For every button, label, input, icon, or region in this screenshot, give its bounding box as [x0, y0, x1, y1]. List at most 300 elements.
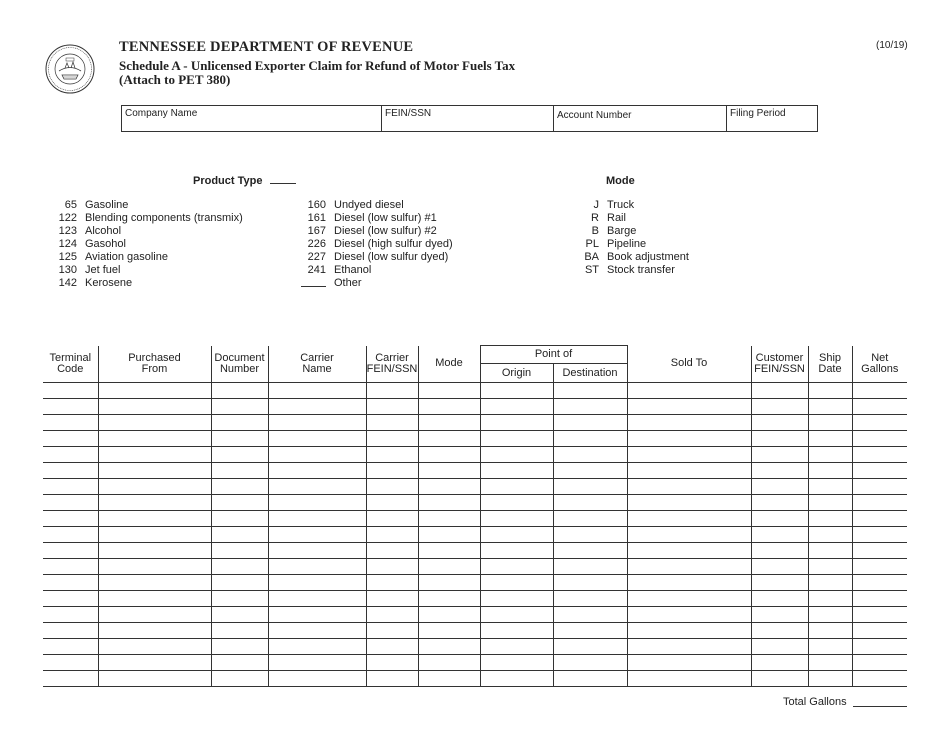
- table-cell[interactable]: [268, 479, 366, 495]
- table-header-row: [43, 346, 907, 364]
- mode-name: Barge: [607, 225, 637, 237]
- table-cell[interactable]: [480, 447, 553, 463]
- table-cell[interactable]: [852, 511, 907, 527]
- product-item: [301, 264, 453, 277]
- table-cell[interactable]: [751, 415, 808, 431]
- table-cell[interactable]: [627, 623, 751, 639]
- table-cell[interactable]: [751, 447, 808, 463]
- table-cell[interactable]: [211, 447, 268, 463]
- table-cell[interactable]: [480, 415, 553, 431]
- table-cell[interactable]: [211, 399, 268, 415]
- table-cell[interactable]: [98, 479, 211, 495]
- table-cell[interactable]: [418, 447, 480, 463]
- table-cell[interactable]: [211, 495, 268, 511]
- table-cell[interactable]: [808, 575, 852, 591]
- mode-code: PL: [585, 238, 599, 250]
- table-cell[interactable]: [852, 527, 907, 543]
- mode-name: Pipeline: [607, 238, 647, 250]
- account-number-label: Account Number: [557, 110, 632, 121]
- table-cell[interactable]: [480, 543, 553, 559]
- col-carrier-fein: Carrier FEIN/SSN: [366, 346, 418, 383]
- table-cell[interactable]: [751, 431, 808, 447]
- table-cell[interactable]: [43, 639, 98, 655]
- product-type-list-2: [301, 199, 453, 290]
- table-cell[interactable]: [808, 463, 852, 479]
- mode-code: ST: [584, 264, 599, 276]
- table-cell[interactable]: [627, 511, 751, 527]
- table-cell[interactable]: [211, 671, 268, 687]
- table-cell[interactable]: [553, 559, 627, 575]
- table-cell[interactable]: [627, 399, 751, 415]
- table-cell[interactable]: [211, 575, 268, 591]
- table-cell[interactable]: [366, 543, 418, 559]
- table-cell[interactable]: [98, 431, 211, 447]
- table-cell[interactable]: [366, 511, 418, 527]
- table-cell[interactable]: [43, 479, 98, 495]
- table-cell[interactable]: [98, 463, 211, 479]
- table-cell[interactable]: [268, 559, 366, 575]
- table-cell[interactable]: [553, 639, 627, 655]
- col-terminal-code: Terminal Code: [43, 346, 98, 383]
- table-cell[interactable]: [480, 399, 553, 415]
- table-cell[interactable]: [418, 383, 480, 399]
- table-cell[interactable]: [553, 383, 627, 399]
- table-cell[interactable]: [627, 671, 751, 687]
- table-cell[interactable]: [418, 431, 480, 447]
- table-cell[interactable]: [808, 495, 852, 511]
- table-cell[interactable]: [808, 591, 852, 607]
- table-cell[interactable]: [366, 383, 418, 399]
- table-cell[interactable]: [98, 575, 211, 591]
- table-cell[interactable]: [418, 655, 480, 671]
- table-cell[interactable]: [418, 495, 480, 511]
- col-customer-fein: Customer FEIN/SSN: [751, 346, 808, 383]
- product-code: 160: [307, 199, 326, 211]
- mode-name: Truck: [607, 199, 635, 211]
- product-code: 241: [307, 264, 326, 276]
- total-gallons-field[interactable]: [853, 706, 907, 707]
- table-row: [43, 543, 907, 559]
- table-cell[interactable]: [211, 431, 268, 447]
- table-cell[interactable]: [808, 447, 852, 463]
- product-code: 227: [307, 251, 326, 263]
- table-cell[interactable]: [43, 495, 98, 511]
- table-cell[interactable]: [98, 655, 211, 671]
- table-cell[interactable]: [268, 447, 366, 463]
- table-cell[interactable]: [268, 431, 366, 447]
- table-cell[interactable]: [852, 543, 907, 559]
- table-cell[interactable]: [751, 655, 808, 671]
- table-cell[interactable]: [553, 495, 627, 511]
- other-product-code-line[interactable]: [301, 277, 326, 287]
- table-cell[interactable]: [751, 463, 808, 479]
- table-cell[interactable]: [98, 623, 211, 639]
- table-cell[interactable]: [627, 655, 751, 671]
- table-cell[interactable]: [553, 671, 627, 687]
- mode-item: [577, 212, 689, 225]
- table-cell[interactable]: [211, 639, 268, 655]
- table-cell[interactable]: [366, 495, 418, 511]
- table-cell[interactable]: [553, 399, 627, 415]
- table-row: [43, 575, 907, 591]
- table-cell[interactable]: [553, 463, 627, 479]
- table-cell[interactable]: [553, 623, 627, 639]
- table-cell[interactable]: [268, 655, 366, 671]
- table-cell[interactable]: [751, 671, 808, 687]
- table-cell[interactable]: [366, 527, 418, 543]
- table-cell[interactable]: [418, 671, 480, 687]
- table-cell[interactable]: [553, 431, 627, 447]
- table-cell[interactable]: [553, 543, 627, 559]
- table-cell[interactable]: [418, 399, 480, 415]
- table-cell[interactable]: [418, 415, 480, 431]
- table-cell[interactable]: [366, 575, 418, 591]
- table-cell[interactable]: [268, 591, 366, 607]
- table-cell[interactable]: [627, 463, 751, 479]
- table-cell[interactable]: [366, 639, 418, 655]
- product-item: [53, 212, 243, 225]
- attach-note: (Attach to PET 380): [119, 72, 231, 87]
- table-cell[interactable]: [627, 431, 751, 447]
- table-cell[interactable]: [480, 623, 553, 639]
- table-cell[interactable]: [751, 607, 808, 623]
- table-cell[interactable]: [627, 479, 751, 495]
- table-cell[interactable]: [751, 623, 808, 639]
- table-cell[interactable]: [808, 639, 852, 655]
- table-cell[interactable]: [480, 527, 553, 543]
- revision-date: (10/19): [876, 40, 908, 51]
- table-cell[interactable]: [751, 639, 808, 655]
- table-cell[interactable]: [627, 575, 751, 591]
- table-cell[interactable]: [43, 543, 98, 559]
- table-cell[interactable]: [808, 559, 852, 575]
- table-cell[interactable]: [366, 479, 418, 495]
- table-cell[interactable]: [366, 559, 418, 575]
- table-row: [43, 399, 907, 415]
- product-item: [301, 225, 453, 238]
- table-cell[interactable]: [268, 495, 366, 511]
- table-cell[interactable]: [480, 591, 553, 607]
- table-cell[interactable]: [808, 671, 852, 687]
- mode-code: J: [593, 199, 599, 211]
- table-cell[interactable]: [751, 399, 808, 415]
- table-cell[interactable]: [418, 527, 480, 543]
- table-cell[interactable]: [852, 591, 907, 607]
- table-cell[interactable]: [751, 559, 808, 575]
- table-cell[interactable]: [43, 607, 98, 623]
- table-cell[interactable]: [43, 431, 98, 447]
- table-cell[interactable]: [480, 383, 553, 399]
- table-cell[interactable]: [852, 495, 907, 511]
- table-cell[interactable]: [211, 607, 268, 623]
- table-cell[interactable]: [627, 495, 751, 511]
- table-cell[interactable]: [627, 447, 751, 463]
- table-cell[interactable]: [480, 495, 553, 511]
- product-type-heading: [193, 175, 296, 187]
- table-cell[interactable]: [627, 607, 751, 623]
- product-name: Ethanol: [334, 264, 372, 276]
- table-cell[interactable]: [480, 463, 553, 479]
- product-name: Jet fuel: [85, 264, 121, 276]
- table-cell[interactable]: [366, 623, 418, 639]
- table-cell[interactable]: [268, 463, 366, 479]
- table-cell[interactable]: [43, 447, 98, 463]
- table-cell[interactable]: [553, 607, 627, 623]
- table-cell[interactable]: [211, 623, 268, 639]
- table-cell[interactable]: [43, 623, 98, 639]
- fein-ssn-field[interactable]: [382, 106, 554, 131]
- table-cell[interactable]: [98, 399, 211, 415]
- table-cell[interactable]: [43, 575, 98, 591]
- table-cell[interactable]: [852, 447, 907, 463]
- table-cell[interactable]: [553, 591, 627, 607]
- table-cell[interactable]: [98, 527, 211, 543]
- table-cell[interactable]: [627, 559, 751, 575]
- table-cell[interactable]: [808, 511, 852, 527]
- table-cell[interactable]: [627, 543, 751, 559]
- table-cell[interactable]: [211, 527, 268, 543]
- table-cell[interactable]: [366, 463, 418, 479]
- table-cell[interactable]: [553, 655, 627, 671]
- table-cell[interactable]: [211, 383, 268, 399]
- account-number-field[interactable]: [554, 106, 727, 131]
- mode-item: [577, 238, 689, 251]
- table-cell[interactable]: [268, 543, 366, 559]
- table-cell[interactable]: [480, 655, 553, 671]
- table-cell[interactable]: [43, 671, 98, 687]
- filing-period-field[interactable]: [727, 106, 817, 131]
- table-cell[interactable]: [751, 495, 808, 511]
- tennessee-seal-icon: [45, 44, 95, 94]
- company-name-field[interactable]: [122, 106, 382, 131]
- product-name: Gasohol: [85, 238, 126, 250]
- table-cell[interactable]: [480, 511, 553, 527]
- table-row: [43, 479, 907, 495]
- table-cell[interactable]: [418, 639, 480, 655]
- table-cell[interactable]: [808, 399, 852, 415]
- col-net-gallons: Net Gallons: [852, 346, 907, 383]
- table-cell[interactable]: [43, 463, 98, 479]
- table-cell[interactable]: [98, 639, 211, 655]
- product-item: [301, 251, 453, 264]
- table-cell[interactable]: [98, 591, 211, 607]
- mode-name: Rail: [607, 212, 626, 224]
- table-cell[interactable]: [852, 607, 907, 623]
- table-cell[interactable]: [43, 399, 98, 415]
- table-cell[interactable]: [366, 447, 418, 463]
- product-name: Gasoline: [85, 199, 129, 211]
- table-cell[interactable]: [418, 559, 480, 575]
- table-cell[interactable]: [808, 623, 852, 639]
- table-cell[interactable]: [98, 607, 211, 623]
- table-cell[interactable]: [268, 527, 366, 543]
- table-cell[interactable]: [268, 575, 366, 591]
- table-cell[interactable]: [480, 575, 553, 591]
- taxpayer-info-box: [121, 105, 818, 132]
- table-cell[interactable]: [418, 623, 480, 639]
- col-purchased-from: Purchased From: [98, 346, 211, 383]
- table-cell[interactable]: [418, 463, 480, 479]
- product-item: [53, 199, 243, 212]
- table-cell[interactable]: [98, 495, 211, 511]
- table-cell[interactable]: [808, 479, 852, 495]
- product-item: [53, 251, 243, 264]
- table-cell[interactable]: [268, 383, 366, 399]
- table-cell[interactable]: [98, 671, 211, 687]
- product-name: Kerosene: [85, 277, 133, 289]
- table-cell[interactable]: [211, 591, 268, 607]
- table-cell[interactable]: [852, 575, 907, 591]
- table-cell[interactable]: [751, 383, 808, 399]
- table-cell[interactable]: [43, 415, 98, 431]
- product-item: [53, 238, 243, 251]
- table-cell[interactable]: [751, 543, 808, 559]
- product-name: Alcohol: [85, 225, 122, 237]
- table-cell[interactable]: [43, 511, 98, 527]
- table-row: [43, 383, 907, 399]
- table-cell[interactable]: [852, 559, 907, 575]
- table-cell[interactable]: [553, 447, 627, 463]
- table-cell[interactable]: [480, 639, 553, 655]
- table-cell[interactable]: [852, 431, 907, 447]
- table-cell[interactable]: [627, 639, 751, 655]
- table-cell[interactable]: [366, 671, 418, 687]
- table-cell[interactable]: [211, 415, 268, 431]
- table-cell[interactable]: [366, 399, 418, 415]
- mode-item: [577, 225, 689, 238]
- table-cell[interactable]: [98, 447, 211, 463]
- table-cell[interactable]: [43, 527, 98, 543]
- table-cell[interactable]: [418, 591, 480, 607]
- table-cell[interactable]: [852, 479, 907, 495]
- product-code: 125: [58, 251, 77, 263]
- table-cell[interactable]: [268, 639, 366, 655]
- table-cell[interactable]: [627, 383, 751, 399]
- table-cell[interactable]: [808, 607, 852, 623]
- table-cell[interactable]: [366, 431, 418, 447]
- table-cell[interactable]: [480, 607, 553, 623]
- table-cell[interactable]: [418, 543, 480, 559]
- table-cell[interactable]: [268, 671, 366, 687]
- table-cell[interactable]: [366, 591, 418, 607]
- table-cell[interactable]: [211, 463, 268, 479]
- table-cell[interactable]: [852, 463, 907, 479]
- mode-heading: Mode: [606, 175, 635, 187]
- table-cell[interactable]: [418, 575, 480, 591]
- table-cell[interactable]: [366, 607, 418, 623]
- table-cell[interactable]: [268, 399, 366, 415]
- table-cell[interactable]: [553, 415, 627, 431]
- product-item: [53, 264, 243, 277]
- table-cell[interactable]: [751, 575, 808, 591]
- table-cell[interactable]: [211, 543, 268, 559]
- table-cell[interactable]: [211, 511, 268, 527]
- table-cell[interactable]: [852, 655, 907, 671]
- table-cell[interactable]: [43, 591, 98, 607]
- table-cell[interactable]: [43, 383, 98, 399]
- total-gallons-label: Total Gallons: [783, 696, 847, 708]
- product-code: 226: [307, 238, 326, 250]
- table-cell[interactable]: [418, 511, 480, 527]
- table-cell[interactable]: [751, 527, 808, 543]
- table-cell[interactable]: [268, 415, 366, 431]
- table-row: [43, 623, 907, 639]
- mode-code: B: [591, 225, 599, 237]
- table-cell[interactable]: [751, 591, 808, 607]
- table-cell[interactable]: [268, 511, 366, 527]
- table-cell[interactable]: [553, 527, 627, 543]
- table-cell[interactable]: [627, 591, 751, 607]
- table-cell[interactable]: [43, 655, 98, 671]
- table-cell[interactable]: [808, 543, 852, 559]
- table-cell[interactable]: [480, 559, 553, 575]
- product-item-other: [301, 277, 453, 290]
- table-cell[interactable]: [98, 559, 211, 575]
- table-cell[interactable]: [98, 543, 211, 559]
- table-cell[interactable]: [852, 383, 907, 399]
- company-name-label: Company Name: [125, 108, 198, 119]
- table-cell[interactable]: [211, 655, 268, 671]
- mode-code: BA: [584, 251, 599, 263]
- table-row: [43, 415, 907, 431]
- table-cell[interactable]: [627, 527, 751, 543]
- table-cell[interactable]: [553, 511, 627, 527]
- table-cell[interactable]: [98, 511, 211, 527]
- table-cell[interactable]: [808, 431, 852, 447]
- table-cell[interactable]: [751, 511, 808, 527]
- table-cell[interactable]: [751, 479, 808, 495]
- table-cell[interactable]: [852, 399, 907, 415]
- table-body: [43, 383, 907, 687]
- table-row: [43, 591, 907, 607]
- table-cell[interactable]: [268, 623, 366, 639]
- table-cell[interactable]: [553, 575, 627, 591]
- table-cell[interactable]: [808, 527, 852, 543]
- table-cell[interactable]: [98, 415, 211, 431]
- table-cell[interactable]: [366, 415, 418, 431]
- table-cell[interactable]: [553, 479, 627, 495]
- table-cell[interactable]: [418, 607, 480, 623]
- table-cell[interactable]: [852, 639, 907, 655]
- refund-claim-table: [43, 345, 907, 687]
- table-cell[interactable]: [627, 415, 751, 431]
- product-type-list-1: [53, 199, 243, 290]
- table-cell[interactable]: [480, 431, 553, 447]
- table-row: [43, 511, 907, 527]
- table-cell[interactable]: [480, 671, 553, 687]
- table-cell[interactable]: [211, 479, 268, 495]
- product-type-entry-line[interactable]: [270, 175, 296, 184]
- table-cell[interactable]: [808, 655, 852, 671]
- table-cell[interactable]: [808, 415, 852, 431]
- table-cell[interactable]: [480, 479, 553, 495]
- table-cell[interactable]: [366, 655, 418, 671]
- product-code: 142: [58, 277, 77, 289]
- mode-item: [577, 264, 689, 277]
- table-cell[interactable]: [211, 559, 268, 575]
- col-document-number: Document Number: [211, 346, 268, 383]
- table-cell[interactable]: [43, 559, 98, 575]
- table-cell[interactable]: [852, 415, 907, 431]
- product-code: 122: [58, 212, 77, 224]
- table-cell[interactable]: [808, 383, 852, 399]
- table-cell[interactable]: [852, 623, 907, 639]
- mode-item: [577, 199, 689, 212]
- table-cell[interactable]: [98, 383, 211, 399]
- table-cell[interactable]: [268, 607, 366, 623]
- table-cell[interactable]: [852, 671, 907, 687]
- table-cell[interactable]: [418, 479, 480, 495]
